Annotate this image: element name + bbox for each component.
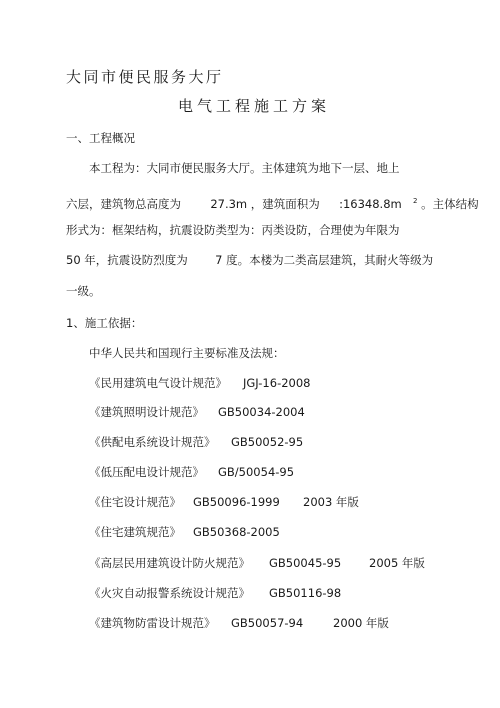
paragraph-line-4 <box>66 253 433 267</box>
paragraph-line-2 <box>66 194 479 211</box>
standard-code: GB/50054-95 <box>218 465 295 479</box>
standard-name: 《火灾自动报警系统设计规范》 <box>89 586 250 600</box>
paragraph-line-5: 一级。 <box>66 284 101 298</box>
section-heading-overview: 一、工程概况 <box>66 131 135 145</box>
standard-edition: 2003 年版 <box>303 495 359 509</box>
standard-name: 《供配电系统设计规范》 <box>89 435 216 449</box>
standard-code: GB50034-2004 <box>218 405 305 419</box>
standard-name: 《住宅建筑规范》 <box>89 525 181 539</box>
standard-code: GB50057-94 <box>231 616 304 630</box>
standard-name: 《民用建筑电气设计规范》 <box>89 376 227 390</box>
building-height-value: 27.3m <box>210 197 248 211</box>
standard-code: GB50096-1999 <box>193 495 280 509</box>
basis-intro: 中华人民共和国现行主要标准及法规： <box>89 346 285 360</box>
text-segment: 7 度。本楼为二类高层建筑，其耐火等级为 <box>215 253 434 267</box>
standard-name: 《住宅设计规范》 <box>89 495 181 509</box>
section-heading-basis: 1、施工依据： <box>66 316 143 330</box>
paragraph-line-3: 形式为：框架结构，抗震设防类型为：丙类设防，合理使为年限为 <box>66 223 400 237</box>
text-segment: 六层，建筑物总高度为 <box>66 197 181 211</box>
standard-name: 《建筑照明设计规范》 <box>89 405 204 419</box>
standard-edition: 2000 年版 <box>333 616 389 630</box>
document-subtitle: 电气工程施工方案 <box>178 97 331 115</box>
standard-code: JGJ-16-2008 <box>243 376 311 390</box>
text-segment: 。主体结构 <box>421 197 479 211</box>
standard-name: 《高层民用建筑设计防火规范》 <box>89 556 250 570</box>
text-segment: ，建筑面积为 <box>250 197 320 211</box>
paragraph-line-1: 本工程为：大同市便民服务大厅。主体建筑为地下一层、地上 <box>89 161 400 175</box>
standard-name: 《建筑物防雷设计规范》 <box>89 616 216 630</box>
superscript-exponent: 2 <box>413 197 418 205</box>
standard-edition: 2005 年版 <box>369 556 425 570</box>
standard-code: GB50052-95 <box>231 435 304 449</box>
building-area-value: :16348.8m <box>339 197 402 211</box>
text-segment: 50 年，抗震设防烈度为 <box>66 253 188 267</box>
standard-code: GB50116-98 <box>269 586 342 600</box>
standard-code: GB50045-95 <box>269 556 342 570</box>
standard-name: 《低压配电设计规范》 <box>89 465 204 479</box>
standard-code: GB50368-2005 <box>193 525 280 539</box>
document-title: 大同市便民服务大厅 <box>66 68 224 86</box>
